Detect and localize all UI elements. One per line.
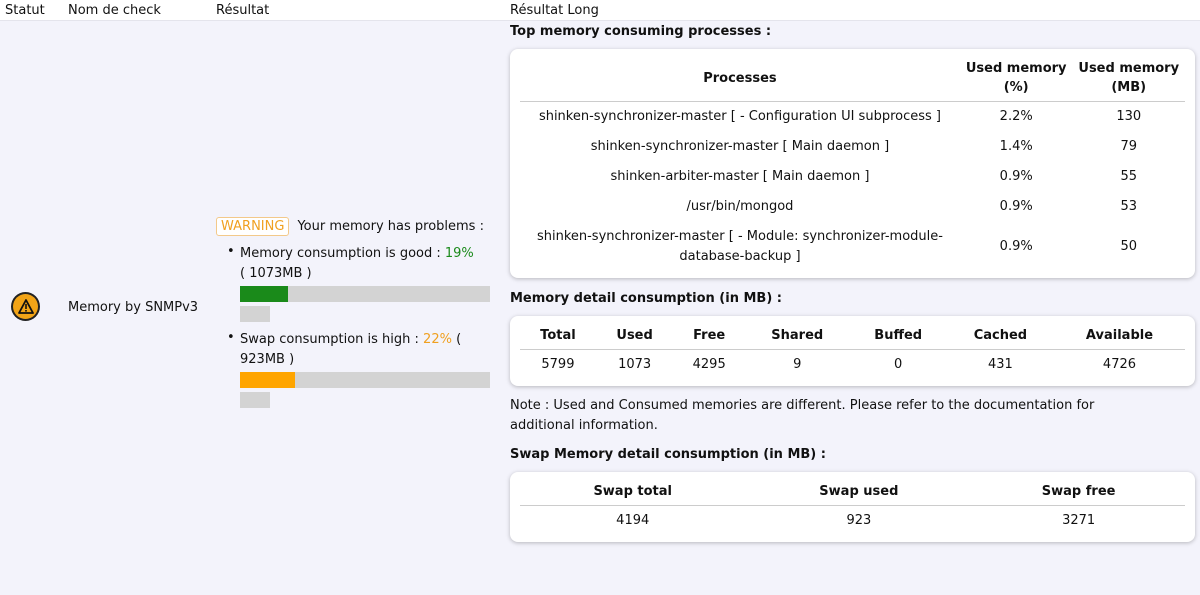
swap-percent: 22% bbox=[423, 332, 452, 347]
table-row bbox=[520, 132, 1185, 162]
memory-percent: 19% bbox=[444, 246, 474, 261]
table-row bbox=[520, 162, 1185, 192]
processes-cell: 79 bbox=[1120, 139, 1137, 154]
memory-detail-card bbox=[510, 316, 1195, 386]
header-nom-de-check[interactable]: Nom de check bbox=[68, 3, 161, 18]
processes-card bbox=[510, 49, 1195, 278]
memory-header-cell: Shared bbox=[745, 322, 850, 350]
processes-cell: /usr/bin/mongod bbox=[686, 199, 794, 214]
swap-item bbox=[240, 330, 501, 408]
swap-detail-title: Swap Memory detail consumption (in MB) : bbox=[510, 447, 826, 462]
warning-badge: WARNING bbox=[216, 217, 289, 236]
memory-detail-title: Memory detail consumption (in MB) : bbox=[510, 291, 782, 306]
table-row bbox=[520, 192, 1185, 222]
memory-cell: 4726 bbox=[1102, 357, 1137, 372]
table-row bbox=[520, 102, 1185, 133]
top-processes-title: Top memory consuming processes : bbox=[510, 24, 772, 39]
processes-cell: 0.9% bbox=[999, 199, 1033, 214]
processes-header-cell: Processes bbox=[520, 55, 960, 102]
processes-cell: shinken-synchronizer-master [ - Module: synchronizer-module-database-backup ] bbox=[536, 229, 943, 264]
memory-header-cell: Used bbox=[596, 322, 673, 350]
swap-header-cell: Swap free bbox=[972, 478, 1185, 506]
processes-cell: 53 bbox=[1120, 199, 1137, 214]
memory-item bbox=[240, 244, 501, 322]
table-row bbox=[520, 350, 1185, 381]
long-result bbox=[510, 21, 1200, 542]
swap-cell: 3271 bbox=[1062, 513, 1096, 528]
warning-icon bbox=[11, 292, 40, 321]
header-resultat[interactable]: Résultat bbox=[216, 3, 270, 18]
check-name[interactable]: Memory by SNMPv3 bbox=[68, 300, 199, 315]
swap-header-cell: Swap used bbox=[745, 478, 972, 506]
memory-header-cell: Free bbox=[673, 322, 745, 350]
memory-cell: 4295 bbox=[692, 357, 726, 372]
header-resultat-long[interactable]: Résultat Long bbox=[510, 3, 599, 18]
swap-progress-fill bbox=[240, 372, 295, 388]
memory-label: Memory consumption is good : bbox=[240, 246, 445, 261]
memory-cell: 431 bbox=[988, 357, 1013, 372]
swap-detail-table bbox=[520, 478, 1185, 536]
memory-cell: 5799 bbox=[541, 357, 575, 372]
memory-cell: 9 bbox=[793, 357, 802, 372]
swap-progress-bar bbox=[240, 372, 490, 388]
swap-cell: 923 bbox=[846, 513, 872, 528]
warning-message: Your memory has problems : bbox=[297, 219, 484, 234]
memory-header-cell: Available bbox=[1054, 322, 1185, 350]
swap-bar-stub bbox=[240, 392, 270, 408]
table-header bbox=[0, 0, 1200, 21]
memory-cell: 0 bbox=[894, 357, 903, 372]
swap-label: Swap consumption is high : bbox=[240, 332, 424, 347]
processes-cell: shinken-synchronizer-master [ - Configuration UI subprocess ] bbox=[538, 109, 941, 124]
memory-mb: ( 1073MB ) bbox=[240, 266, 312, 281]
processes-cell: 130 bbox=[1116, 109, 1142, 124]
result-summary bbox=[216, 217, 501, 416]
swap-mb: ( 923MB ) bbox=[240, 332, 462, 367]
processes-table bbox=[520, 55, 1185, 272]
processes-cell: 0.9% bbox=[999, 169, 1033, 184]
memory-detail-table bbox=[520, 322, 1185, 380]
processes-cell: 50 bbox=[1120, 239, 1137, 254]
table-row bbox=[520, 222, 1185, 272]
processes-cell: 0.9% bbox=[999, 239, 1033, 254]
swap-cell: 4194 bbox=[616, 513, 650, 528]
memory-bar-stub bbox=[240, 306, 270, 322]
processes-cell: 1.4% bbox=[999, 139, 1033, 154]
header-statut[interactable]: Statut bbox=[5, 3, 45, 18]
memory-header-cell: Buffed bbox=[850, 322, 947, 350]
processes-cell: 55 bbox=[1120, 169, 1137, 184]
table-row bbox=[520, 506, 1185, 537]
memory-header-cell: Total bbox=[520, 322, 596, 350]
memory-progress-bar bbox=[240, 286, 490, 302]
processes-cell: 2.2% bbox=[999, 109, 1033, 124]
swap-detail-card bbox=[510, 472, 1195, 542]
swap-header-cell: Swap total bbox=[520, 478, 745, 506]
memory-header-cell: Cached bbox=[947, 322, 1054, 350]
processes-cell: shinken-synchronizer-master [ Main daemon ] bbox=[590, 139, 890, 154]
memory-cell: 1073 bbox=[618, 357, 652, 372]
processes-header-cell: Used memory (%) bbox=[960, 55, 1073, 102]
processes-header-cell: Used memory (MB) bbox=[1072, 55, 1185, 102]
memory-note: Note : Used and Consumed memories are different. Please refer to the documentation for additional information. bbox=[510, 398, 1095, 433]
memory-progress-fill bbox=[240, 286, 288, 302]
processes-cell: shinken-arbiter-master [ Main daemon ] bbox=[610, 169, 870, 184]
